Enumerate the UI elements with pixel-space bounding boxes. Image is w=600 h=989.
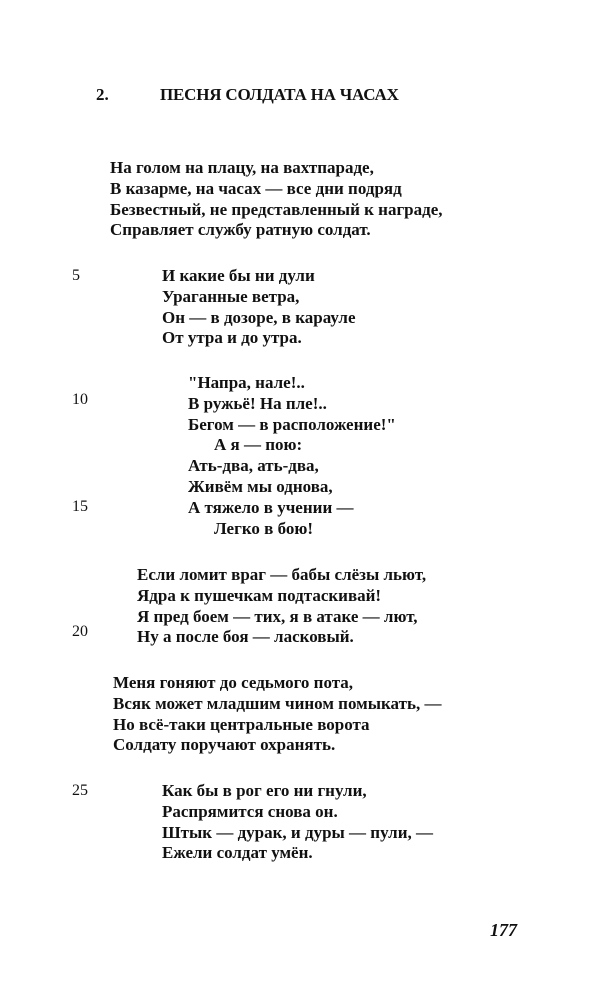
poem-line: Ну а после боя — ласковый.: [137, 627, 354, 647]
poem-line: Как бы в рог его ни гнули,: [162, 781, 367, 800]
poem-line: И какие бы ни дули: [162, 266, 315, 285]
page-number: 177: [490, 920, 517, 940]
line-number: 5: [72, 267, 80, 284]
poem-line: Справляет службу ратную солдат.: [110, 220, 371, 240]
poem-line: Безвестный, не представленный к награде,: [110, 199, 443, 219]
poem-line: Он — в дозоре, в карауле: [162, 307, 356, 327]
poem-line: Живём мы однова,: [188, 477, 333, 496]
poem-line: Солдату поручают охранять.: [113, 735, 336, 755]
poem-line: Меня гоняют до седьмого пота,: [113, 673, 354, 692]
line-number: 20: [72, 623, 88, 640]
poem-line: Легко в бою!: [214, 518, 313, 538]
poem-line: "Напра, нале!..: [188, 373, 305, 392]
line-number: 25: [72, 782, 88, 799]
poem-line: В казарме, на часах — все дни подряд: [110, 178, 402, 198]
poem-line: Штык — дурак, и дуры — пули, —: [162, 822, 434, 842]
poem-line: А тяжело в учении —: [188, 497, 354, 517]
poem-line: Я пред боем — тих, я в атаке — лют,: [137, 606, 418, 626]
poem-number: 2.: [96, 85, 109, 104]
poem-line: Распрямится снова он.: [162, 801, 338, 821]
poem-line: Ядра к пушечкам подтаскивай!: [137, 585, 382, 605]
poem-line: Ежели солдат умён.: [162, 843, 313, 863]
poem-line: Ать-два, ать-два,: [188, 456, 319, 476]
line-number: 10: [72, 391, 88, 408]
poem-line: В ружьё! На пле!..: [188, 393, 327, 413]
poem-line: А я — пою:: [214, 435, 303, 455]
poem-title: ПЕСНЯ СОЛДАТА НА ЧАСАХ: [160, 85, 399, 104]
poem-line: На голом на плацу, на вахтпараде,: [110, 158, 374, 177]
line-number: 15: [72, 498, 88, 515]
poem-line: Бегом — в расположение!": [188, 414, 396, 434]
poem-line: Но всё-таки центральные ворота: [113, 714, 370, 734]
poem-line: От утра и до утра.: [162, 328, 302, 348]
poem-line: Ураганные ветра,: [162, 286, 300, 306]
poem-line: Всяк может младшим чином помыкать, —: [113, 693, 442, 713]
poem-line: Если ломит враг — бабы слёзы льют,: [137, 565, 427, 584]
